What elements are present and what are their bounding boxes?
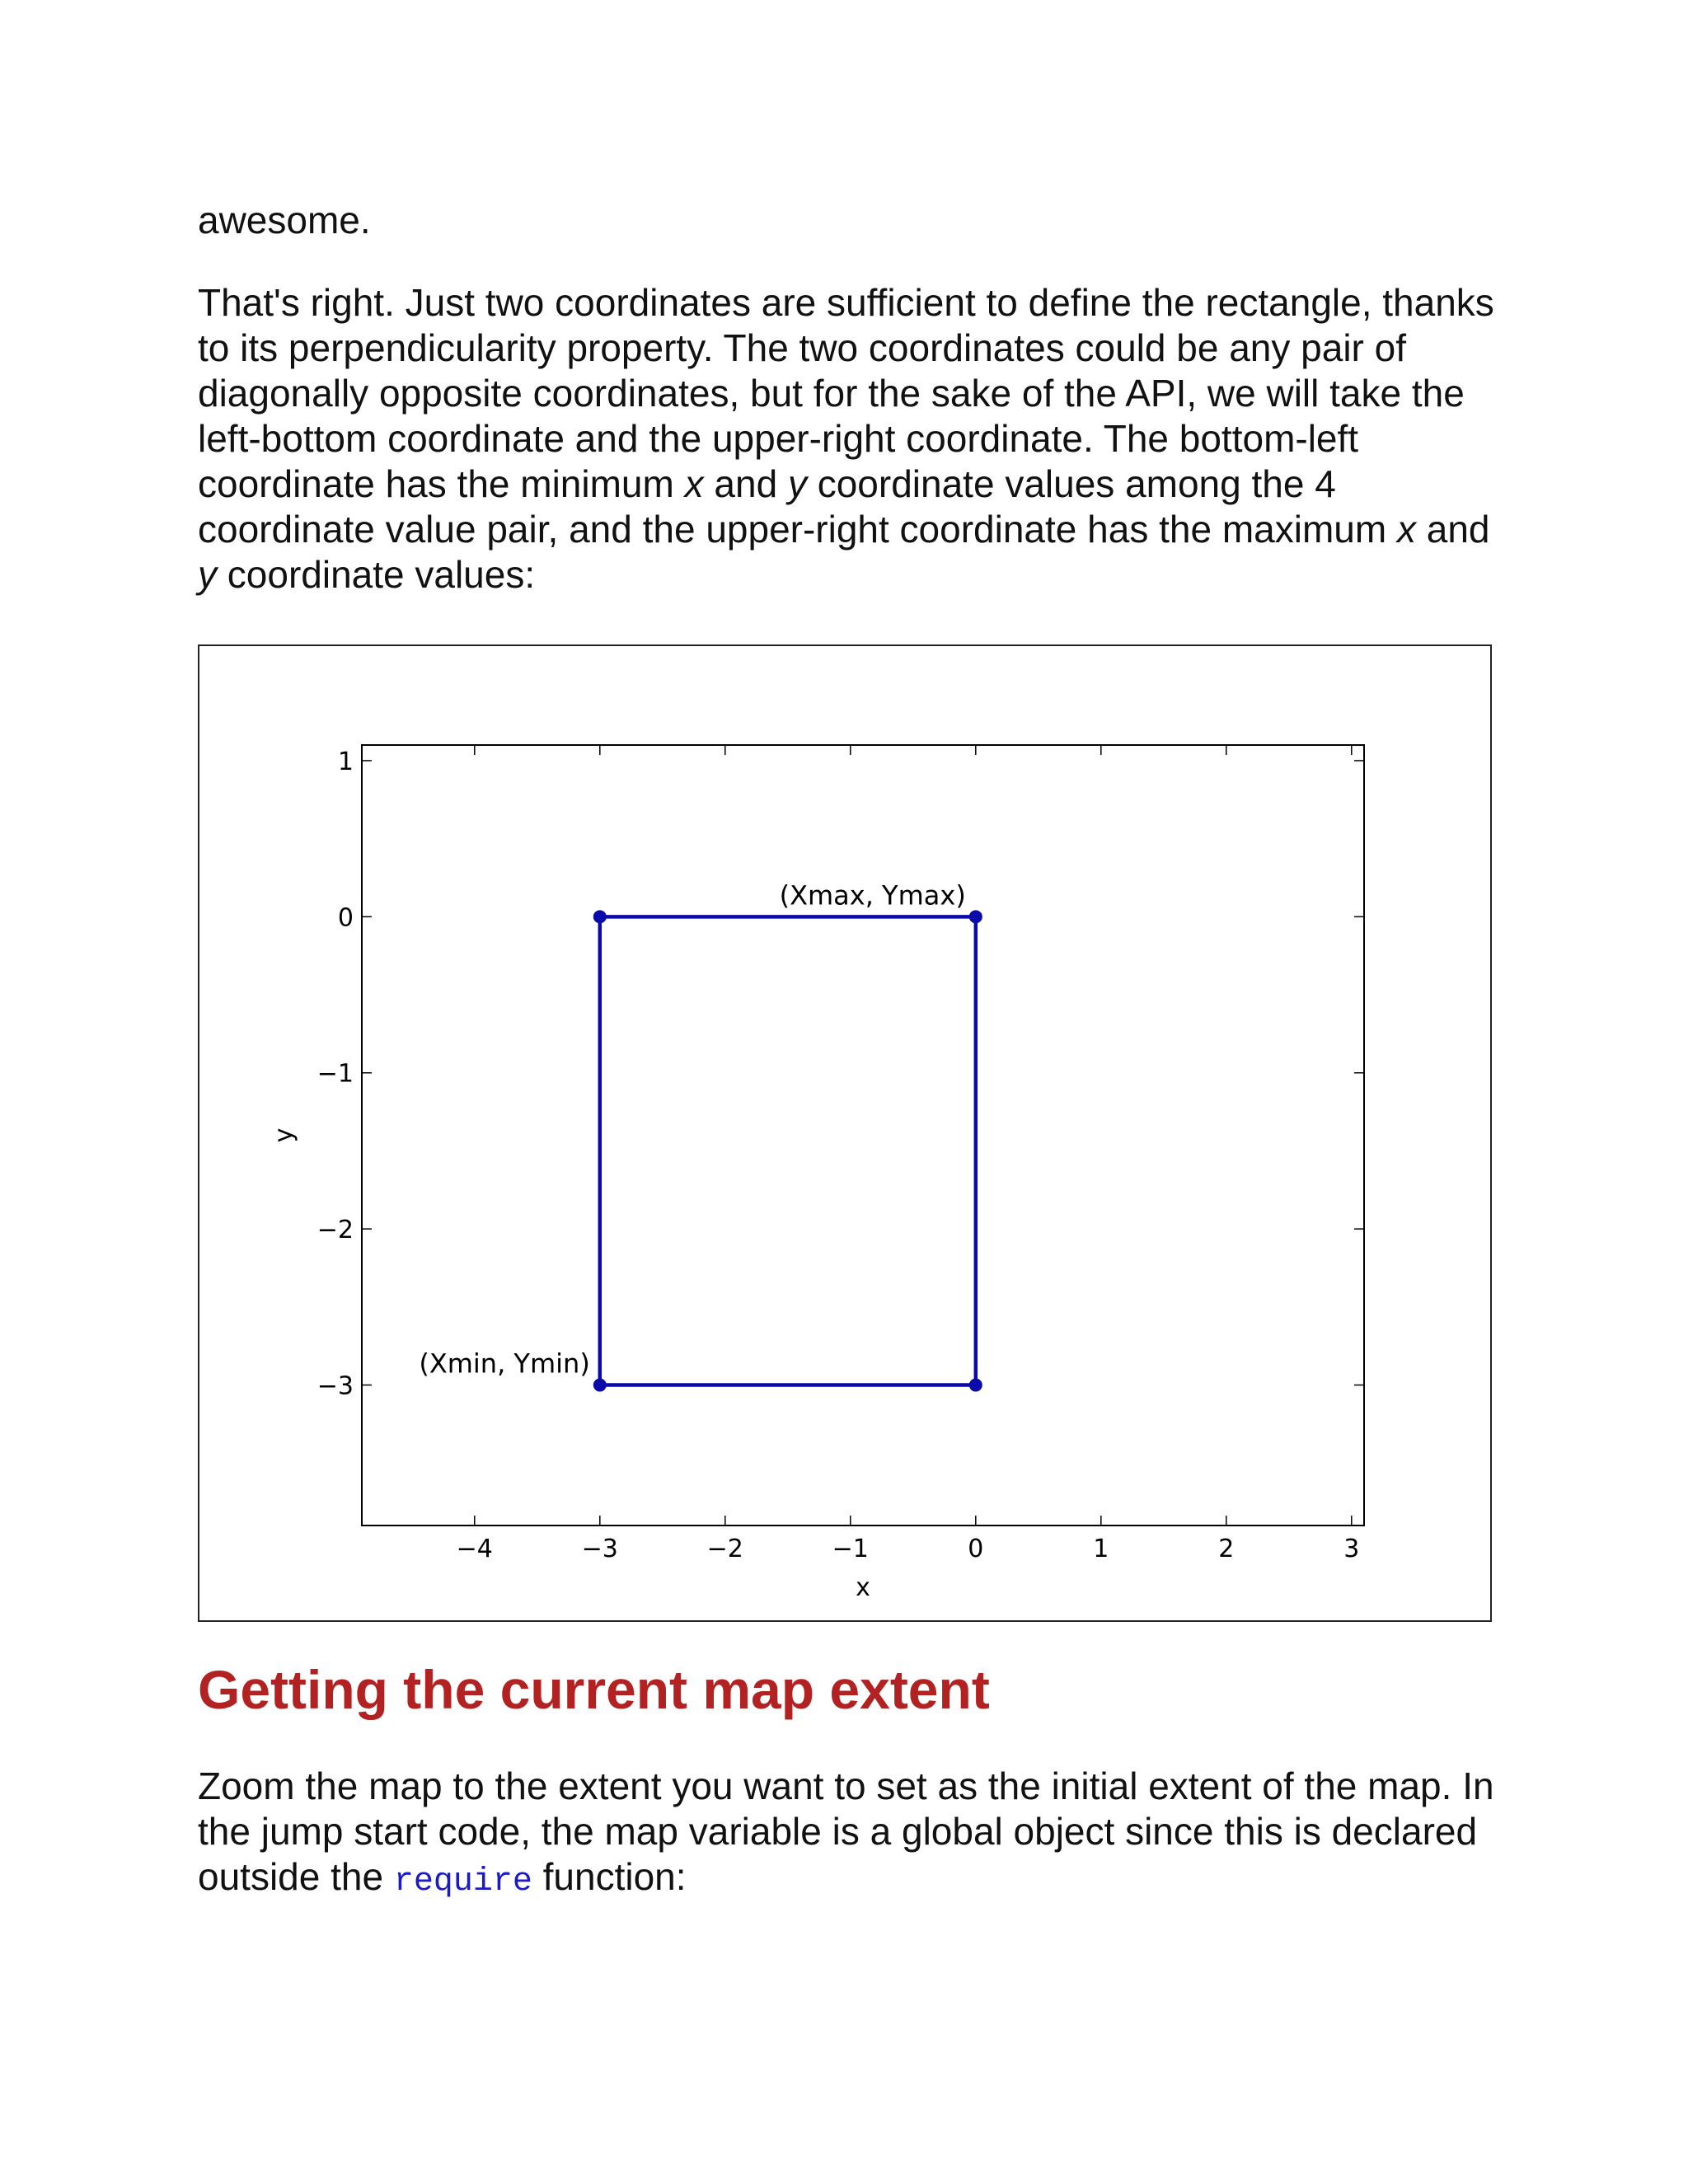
x-tick-label: −4 xyxy=(456,1535,493,1563)
paragraph-text: That's right. Just two coordinates are sufficient to define the rectangle, thanks to its perpendicularity property. The two coordinates could be any pair of diagonally opposite coordinates, but for the sake of the API, we will take the left-bottom coordinate and the upper-right coordinate. The bottom-left coordinate has the minimum xyxy=(198,281,1494,505)
paragraph-text: awesome. xyxy=(198,199,371,241)
italic-y: y xyxy=(198,553,217,596)
paragraph-text: and xyxy=(1415,508,1490,551)
corner-point xyxy=(969,910,982,923)
y-axis-label: y xyxy=(270,1127,298,1143)
y-tick-label: −1 xyxy=(316,1059,354,1089)
x-tick-label: 3 xyxy=(1343,1535,1360,1563)
y-tick-label: −3 xyxy=(316,1371,354,1401)
annotation-min: (Xmin, Ymin) xyxy=(419,1347,590,1380)
plot-frame xyxy=(362,745,1364,1526)
paragraph-zoom-map xyxy=(198,1764,1500,1905)
x-tick-label: −3 xyxy=(581,1535,618,1563)
inline-code-require: require xyxy=(393,1863,532,1900)
annotation-max: (Xmax, Ymax) xyxy=(779,879,966,912)
y-tick-label: 1 xyxy=(337,747,354,776)
italic-x: x xyxy=(1396,508,1416,551)
italic-x: x xyxy=(684,462,704,505)
paragraph-awesome xyxy=(198,198,371,243)
paragraph-rectangle-coordinates xyxy=(198,280,1500,598)
corner-point xyxy=(969,1379,982,1392)
x-axis-label: x xyxy=(856,1573,870,1602)
extent-figure xyxy=(198,644,1492,1622)
paragraph-text: Zoom the map to the extent you want to set as the initial extent of the map. In the jump start code, the map variable is a global object since this is declared outside the xyxy=(198,1765,1494,1898)
paragraph-text: and xyxy=(703,462,788,505)
extent-chart xyxy=(199,646,1490,1620)
x-tick-label: 0 xyxy=(968,1535,984,1563)
corner-point xyxy=(593,1379,607,1392)
paragraph-text: function: xyxy=(532,1855,687,1898)
paragraph-text: coordinate values among the 4 coordinate value pair, and the upper-right coordinate has the maximum xyxy=(198,462,1397,551)
corner-point xyxy=(593,910,607,923)
paragraph-text: coordinate values: xyxy=(217,553,536,596)
x-tick-label: 1 xyxy=(1093,1535,1109,1563)
italic-y: y xyxy=(787,462,807,505)
y-tick-label: 0 xyxy=(337,903,354,933)
section-heading: Getting the current map extent xyxy=(198,1659,990,1720)
x-tick-label: −2 xyxy=(706,1535,743,1563)
y-tick-label: −2 xyxy=(316,1216,354,1245)
x-tick-label: 2 xyxy=(1218,1535,1235,1563)
rectangle-series-line xyxy=(600,916,976,1385)
x-tick-label: −1 xyxy=(832,1535,869,1563)
